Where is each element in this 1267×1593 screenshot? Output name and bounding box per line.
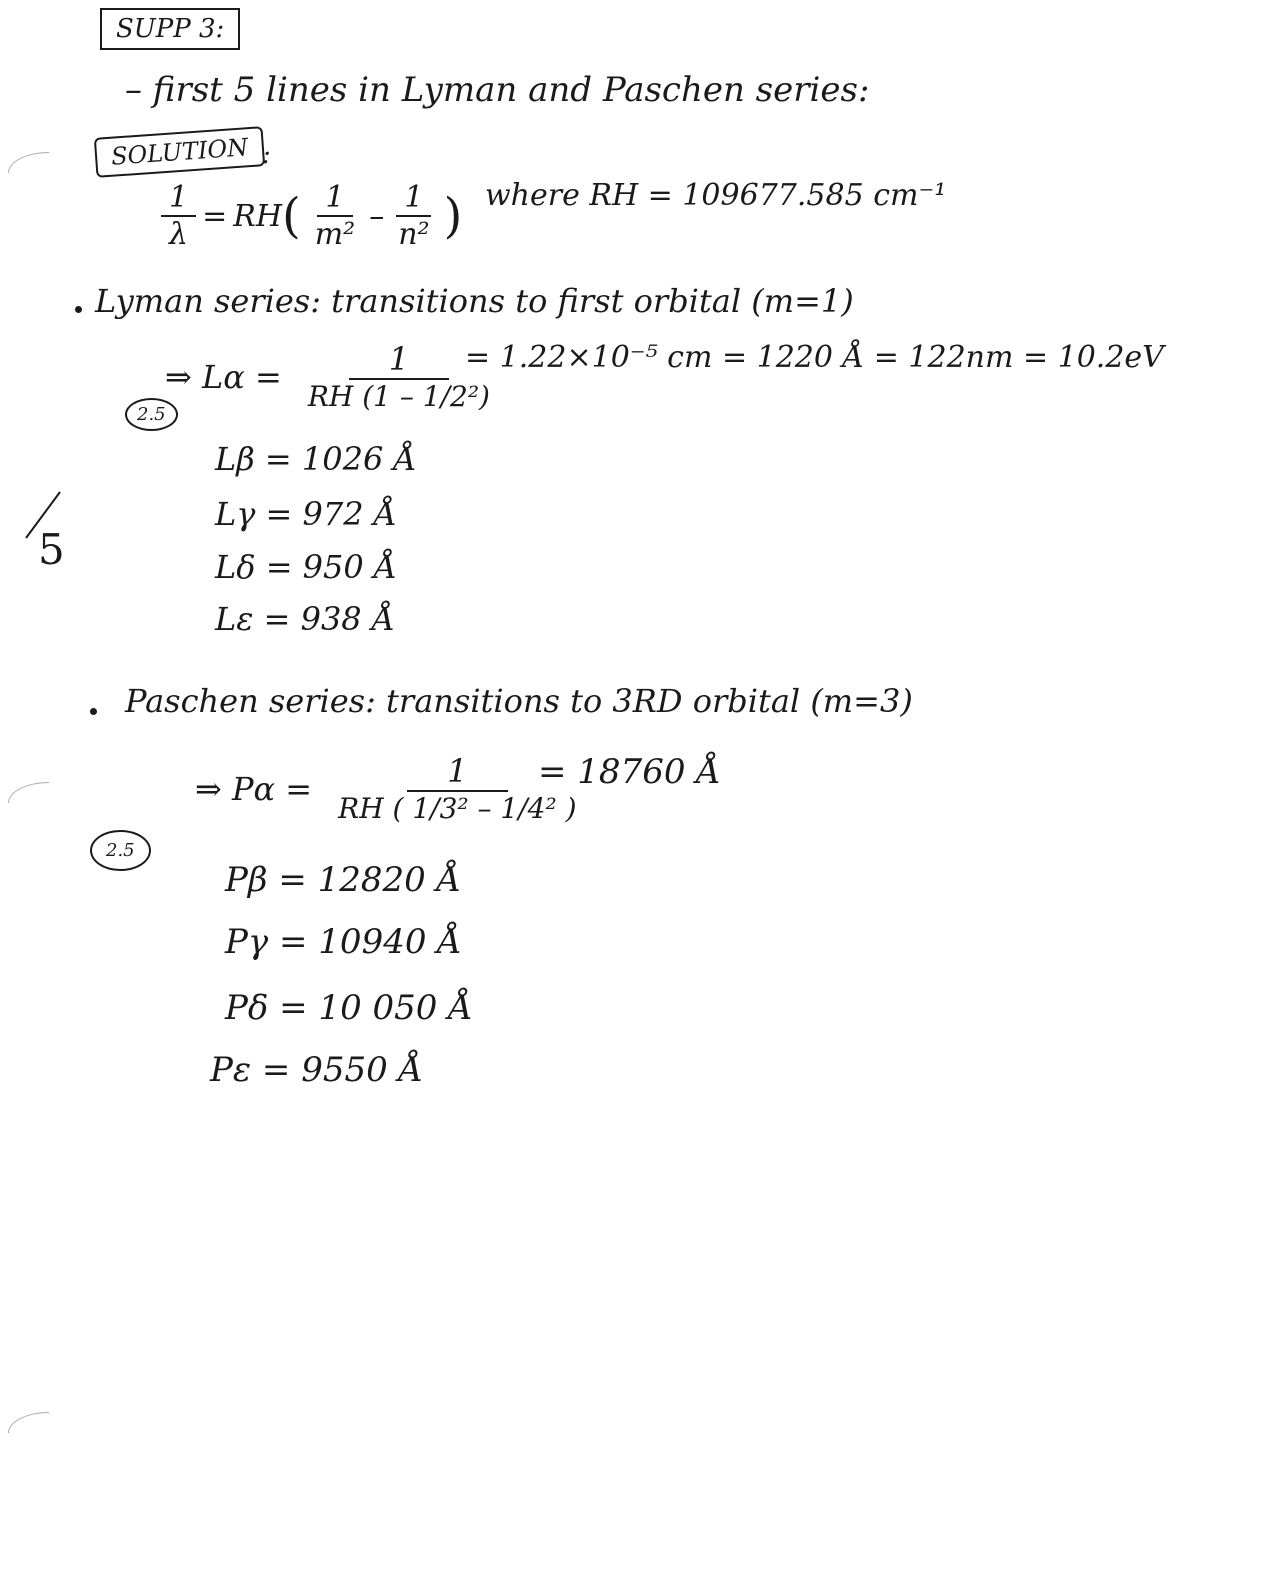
paschen-heading: Paschen series: transitions to 3RD orbital (m=3)	[125, 682, 913, 720]
fraction-numerator: 1	[317, 180, 352, 217]
term-m	[307, 180, 363, 252]
problem-title: SUPP 3:	[100, 8, 240, 50]
fraction-denominator: λ	[169, 217, 189, 252]
lyman-heading: Lyman series: transitions to first orbital (m=1)	[95, 282, 854, 320]
fraction-numerator: 1	[349, 340, 449, 380]
open-paren: (	[281, 188, 301, 244]
rydberg-constant: where RH = 109677.585 cm⁻¹	[485, 178, 947, 213]
paschen-epsilon: Pε = 9550 Å	[210, 1050, 424, 1090]
fraction-numerator: 1	[161, 180, 196, 217]
lyman-score: 2.5	[125, 398, 178, 431]
inverse-wavelength	[161, 180, 196, 252]
fraction-numerator: 1	[396, 180, 431, 217]
hole-punch-mark	[8, 152, 49, 173]
fraction-numerator: 1	[407, 752, 507, 792]
lyman-alpha-lhs: ⇒ Lα =	[165, 357, 282, 396]
lyman-beta: Lβ = 1026 Å	[215, 440, 417, 478]
bullet-paschen	[90, 708, 97, 715]
fraction-denominator: m²	[314, 217, 356, 252]
grade-denominator: 5	[38, 525, 65, 574]
solution-label: SOLUTION	[94, 126, 266, 178]
fraction-denominator: RH (1 – 1/2²)	[307, 380, 490, 413]
paschen-alpha-formula	[195, 752, 591, 825]
paschen-beta: Pβ = 12820 Å	[225, 860, 462, 900]
close-paren: )	[443, 188, 463, 244]
rydberg-formula	[155, 180, 462, 252]
hole-punch-mark	[8, 782, 49, 803]
bullet-lyman	[75, 306, 82, 313]
paschen-alpha-lhs: ⇒ Pα =	[195, 769, 313, 808]
lyman-alpha-result: = 1.22×10⁻⁵ cm = 1220 Å = 122nm = 10.2eV	[465, 340, 1164, 375]
paschen-gamma: Pγ = 10940 Å	[225, 922, 462, 962]
term-n	[390, 180, 437, 252]
paschen-delta: Pδ = 10 050 Å	[225, 988, 473, 1028]
task-statement: – first 5 lines in Lyman and Paschen series:	[125, 70, 870, 110]
equals-sign: =	[202, 198, 228, 234]
lyman-delta: Lδ = 950 Å	[215, 548, 398, 586]
hole-punch-mark	[8, 1412, 49, 1433]
lyman-alpha-formula	[165, 340, 504, 413]
lyman-epsilon: Lε = 938 Å	[215, 600, 395, 638]
fraction-denominator: RH ( 1/3² – 1/4² )	[338, 792, 577, 825]
fraction-denominator: n²	[398, 217, 430, 252]
lyman-gamma: Lγ = 972 Å	[215, 495, 397, 533]
rydberg-symbol: RH	[233, 198, 282, 234]
paschen-alpha-result: = 18760 Å	[538, 752, 721, 792]
paschen-score: 2.5	[90, 830, 151, 871]
minus-sign: –	[369, 198, 385, 234]
solution-colon: :	[262, 140, 271, 170]
